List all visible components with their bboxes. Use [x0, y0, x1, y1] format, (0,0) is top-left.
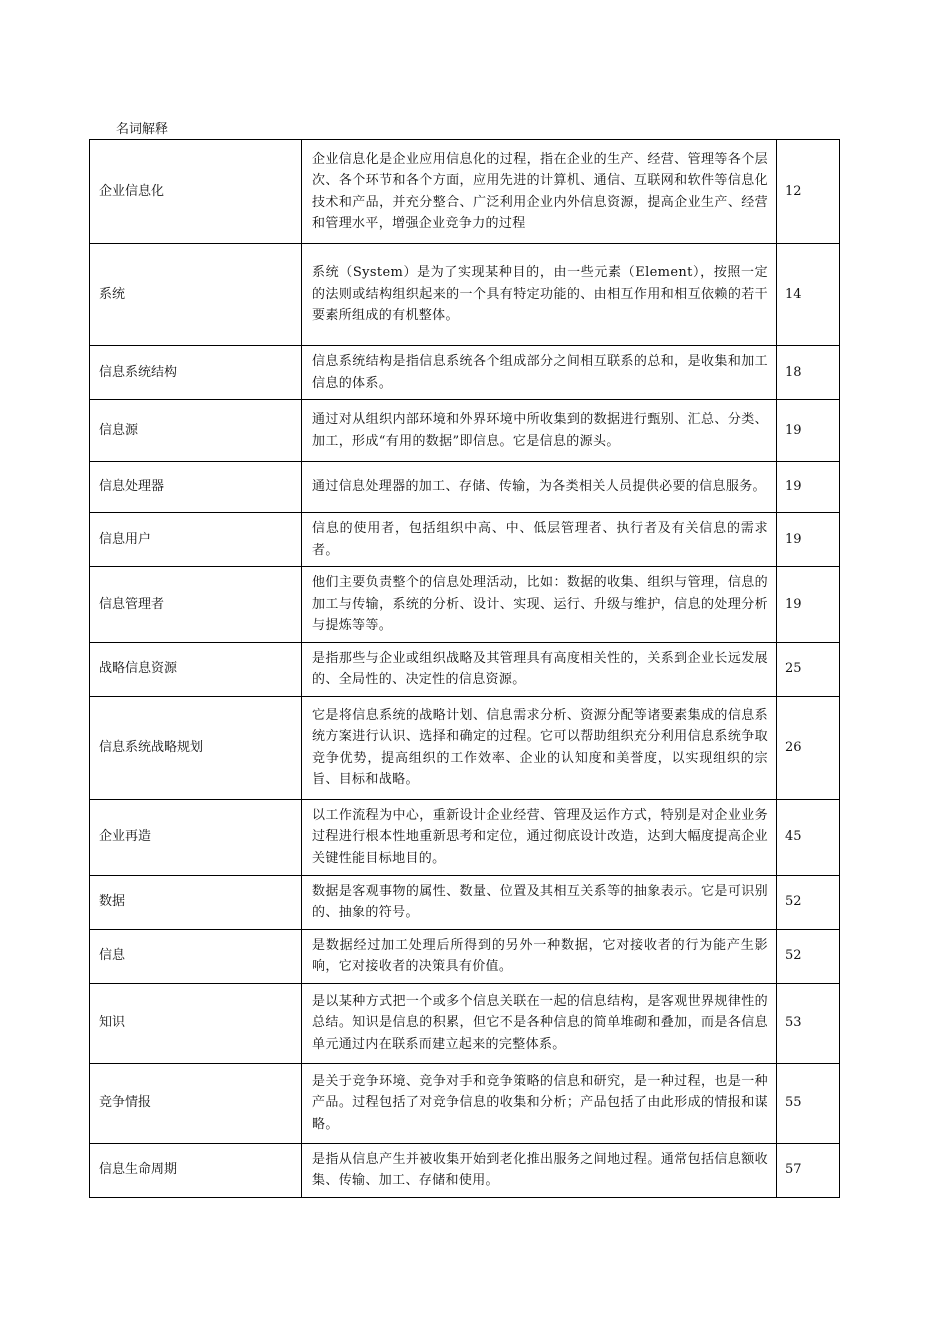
term-cell: 信息系统结构: [90, 346, 302, 400]
table-row: [90, 462, 840, 513]
table-row: [90, 983, 840, 1063]
table-row: [90, 799, 840, 875]
table-row: [90, 1063, 840, 1143]
table-row: [90, 1143, 840, 1197]
definition-cell: 是数据经过加工处理后所得到的另外一种数据，它对接收者的行为能产生影响，它对接收者的决策具有价值。: [302, 929, 777, 983]
term-cell: 系统: [90, 244, 302, 346]
page-number-cell: 14: [777, 244, 840, 346]
definition-cell: 是关于竞争环境、竞争对手和竞争策略的信息和研究，是一种过程，也是一种产品。过程包括了对竞争信息的收集和分析；产品包括了由此形成的情报和谋略。: [302, 1063, 777, 1143]
page-number-cell: 55: [777, 1063, 840, 1143]
page-heading: 名词解释: [116, 122, 169, 137]
page-number-cell: 45: [777, 799, 840, 875]
page-number-cell: 19: [777, 462, 840, 513]
page-number-cell: 19: [777, 400, 840, 462]
term-cell: 信息源: [90, 400, 302, 462]
glossary-table: [89, 139, 840, 1198]
table-row: [90, 400, 840, 462]
term-cell: 战略信息资源: [90, 642, 302, 696]
page-number-cell: 19: [777, 567, 840, 643]
definition-cell: 是以某种方式把一个或多个信息关联在一起的信息结构，是客观世界规律性的总结。知识是信息的积累，但它不是各种信息的简单堆砌和叠加，而是各信息单元通过内在联系而建立起来的完整体系。: [302, 983, 777, 1063]
term-cell: 信息: [90, 929, 302, 983]
term-cell: 数据: [90, 875, 302, 929]
term-cell: 信息用户: [90, 513, 302, 567]
table-row: [90, 346, 840, 400]
definition-cell: 信息的使用者，包括组织中高、中、低层管理者、执行者及有关信息的需求者。: [302, 513, 777, 567]
page-number-cell: 52: [777, 875, 840, 929]
definition-cell: 它是将信息系统的战略计划、信息需求分析、资源分配等诸要素集成的信息系统方案进行认识、选择和确定的过程。它可以帮助组织充分利用信息系统争取竞争优势，提高组织的工作效率、企业的认知度和美誉度，以实现组织的宗旨、目标和战略。: [302, 696, 777, 799]
table-row: [90, 567, 840, 643]
term-cell: 信息管理者: [90, 567, 302, 643]
table-row: [90, 696, 840, 799]
table-row: [90, 140, 840, 244]
page-number-cell: 53: [777, 983, 840, 1063]
term-cell: 信息系统战略规划: [90, 696, 302, 799]
definition-cell: 是指从信息产生并被收集开始到老化推出服务之间地过程。通常包括信息额收集、传输、加工、存储和使用。: [302, 1143, 777, 1197]
table-row: [90, 513, 840, 567]
definition-cell: 通过信息处理器的加工、存储、传输，为各类相关人员提供必要的信息服务。: [302, 462, 777, 513]
term-cell: 信息生命周期: [90, 1143, 302, 1197]
definition-cell: 以工作流程为中心，重新设计企业经营、管理及运作方式，特别是对企业业务过程进行根本性地重新思考和定位，通过彻底设计改造，达到大幅度提高企业关键性能目标地目的。: [302, 799, 777, 875]
definition-cell: 通过对从组织内部环境和外界环境中所收集到的数据进行甄别、汇总、分类、加工，形成“有用的数据”即信息。它是信息的源头。: [302, 400, 777, 462]
definition-cell: 企业信息化是企业应用信息化的过程，指在企业的生产、经营、管理等各个层次、各个环节和各个方面，应用先进的计算机、通信、互联网和软件等信息化技术和产品，并充分整合、广泛利用企业内外信息资源，提高企业生产、经营和管理水平，增强企业竞争力的过程: [302, 140, 777, 244]
page-number-cell: 12: [777, 140, 840, 244]
definition-cell: 他们主要负责整个的信息处理活动，比如：数据的收集、组织与管理，信息的加工与传输，系统的分析、设计、实现、运行、升级与维护，信息的处理分析与提炼等等。: [302, 567, 777, 643]
definition-cell: 是指那些与企业或组织战略及其管理具有高度相关性的，关系到企业长远发展的、全局性的、决定性的信息资源。: [302, 642, 777, 696]
term-cell: 企业信息化: [90, 140, 302, 244]
term-cell: 企业再造: [90, 799, 302, 875]
table-row: [90, 875, 840, 929]
term-cell: 知识: [90, 983, 302, 1063]
table-row: [90, 929, 840, 983]
definition-cell: 系统（System）是为了实现某种目的，由一些元素（Element），按照一定的法则或结构组织起来的一个具有特定功能的、由相互作用和相互依赖的若干要素所组成的有机整体。: [302, 244, 777, 346]
page-number-cell: 26: [777, 696, 840, 799]
term-cell: 信息处理器: [90, 462, 302, 513]
table-row: [90, 244, 840, 346]
page-number-cell: 19: [777, 513, 840, 567]
term-cell: 竞争情报: [90, 1063, 302, 1143]
table-row: [90, 642, 840, 696]
definition-cell: 数据是客观事物的属性、数量、位置及其相互关系等的抽象表示。它是可识别的、抽象的符号。: [302, 875, 777, 929]
page-number-cell: 52: [777, 929, 840, 983]
page-number-cell: 25: [777, 642, 840, 696]
glossary-table-body: [90, 140, 840, 1198]
definition-cell: 信息系统结构是指信息系统各个组成部分之间相互联系的总和，是收集和加工信息的体系。: [302, 346, 777, 400]
page-number-cell: 57: [777, 1143, 840, 1197]
page-number-cell: 18: [777, 346, 840, 400]
